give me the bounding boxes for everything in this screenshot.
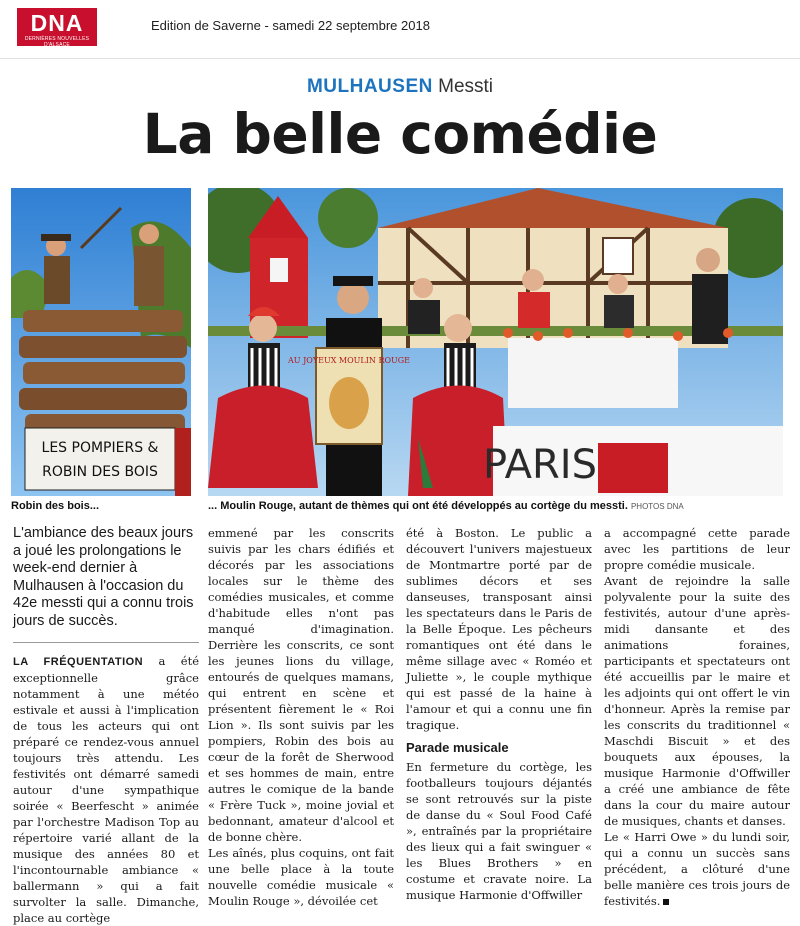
column-2-paragraph-2: Les aînés, plus coquins, ont fait une belle place à la toute nouvelle comédie musicale « Moulin Rouge », dévoilée cet [208,846,394,908]
article-column-1 [13,525,199,926]
robin-photo-illustration [11,188,191,496]
column-4-paragraph-3 [604,829,790,909]
article-kicker [0,76,800,98]
caption-text: ... Moulin Rouge, autant de thèmes qui ont été développés au cortège du messti. [208,500,628,512]
sign-line-2: ROBIN DES BOIS [42,464,158,480]
poster-text: AU JOYEUX MOULIN ROUGE [288,356,410,365]
article-column-3 [406,525,592,903]
banner-text: PARIS [483,442,597,488]
article-lead: L'ambiance des beaux jours a joué les prolongations le week-end dernier à Mulhausen à l'occasion du 42e messti qui a connu trois jours de succès. [13,525,194,629]
column-4-paragraph-2: Avant de rejoindre la salle polyvalente pour la suite des festivités, autour d'une après-midi dansante et des animations foraines, participants et spectateurs ont été accueillis par le maire et les adjoints qui ont offert le vin d'honneur. Après la remise par les conscrits du traditionnel « Maschdi Biscuit » et des bouquets aux épouses, la musique Harmonie d'Offwiller a créé une ambiance de fête dans la cour du maire autour de musiques, chants et danses. [604,574,790,828]
photo-robin-des-bois [11,188,191,496]
page-header [0,0,800,59]
article-column-4 [604,525,790,909]
lead-divider [13,642,199,643]
end-of-article-mark [663,899,669,905]
column-2-paragraph-1: emmené par les conscrits suivis par les chars édifiés et décorés par les associations locales sur le thème des comédies musicales, et comme d'habitude elles n'ont pas manqué d'imagination. Derrière les conscrits, ce sont les jeunes lions du village, entourés de quelques mamans, qui entrent en scène et présentent fièrement le « Roi Lion ». Ils sont suivis par les pompiers, Robin des bois au cœur de la forêt de Sherwood et ses hommes de main, entre autres le comique de la bande « Frère Tuck », moine jovial et bedonnant, amateur d'alcool et de bonne chère. [208,526,394,844]
article-column-2 [208,525,394,909]
logo-text: DNA [30,10,84,36]
column-1-text [13,653,199,926]
column-3-paragraph-2: En fermeture du cortège, les footballeurs toujours déjantés se sont retrouvés sur la piste de danse du « Soul Food Café », entraînés par la propriétaire des lieux qui a fait swinguer « les Blues Brothers » en costume et cravate noire. La musique Harmonie d'Offwiller [406,760,592,902]
logo-tagline: DERNIÈRES NOUVELLES D'ALSACE [24,36,90,48]
photo-moulin-rouge [208,188,783,496]
photo-credit: PHOTOS DNA [630,502,684,511]
dna-logo [17,8,97,46]
sign-line-1: LES POMPIERS & [41,440,159,456]
column-4-closing-text: Le « Harri Owe » du lundi soir, qui a connu un succès sans précédent, a clôturé d'une belle manière ces trois jours de festivités. [604,830,790,908]
edition-line: Edition de Saverne - samedi 22 septembre 2018 [151,18,430,33]
article-title: La belle comédie [142,102,658,166]
photo-caption-left: Robin des bois... [11,500,100,512]
column-1-body: a été exceptionnelle grâce notamment à une météo estivale et aussi à l'implication de tous les acteurs qui ont préparé ce rendez-vous annuel toujours très attendu. Les festivités ont démarré samedi autour d'une sympathique soirée « Beerfescht » animée par l'orchestre Madison Top au répertoire varié allant de la musique des années 80 et l'incontournable ambiance « ballermann » qui a fait survolter la salle. Dimanche, place au cortège [13,654,200,925]
run-in-heading: LA FRÉQUENTATION [13,656,144,668]
kicker-topic: Messti [438,76,494,97]
kicker-city: MULHAUSEN [306,76,433,97]
column-4-paragraph-1: a accompagné cette parade avec les partitions de leur propre comédie musicale. [604,526,790,572]
column-3-paragraph-1: été à Boston. Le public a découvert l'univers majestueux de Montmartre porté par de sublimes décors et ses danseuses, transposant ainsi les spectateurs dans le Paris de la Belle Époque. Les pêcheurs romantiques ont été dans le même sillage avec « Roméo et Juliette », le couple mythique qui est passé de la haine à l'amour et qui a connu une fin tragique. [406,526,592,732]
moulin-rouge-photo-illustration [208,188,783,496]
subheading-parade: Parade musicale [406,740,509,755]
photo-caption-right [208,500,684,512]
